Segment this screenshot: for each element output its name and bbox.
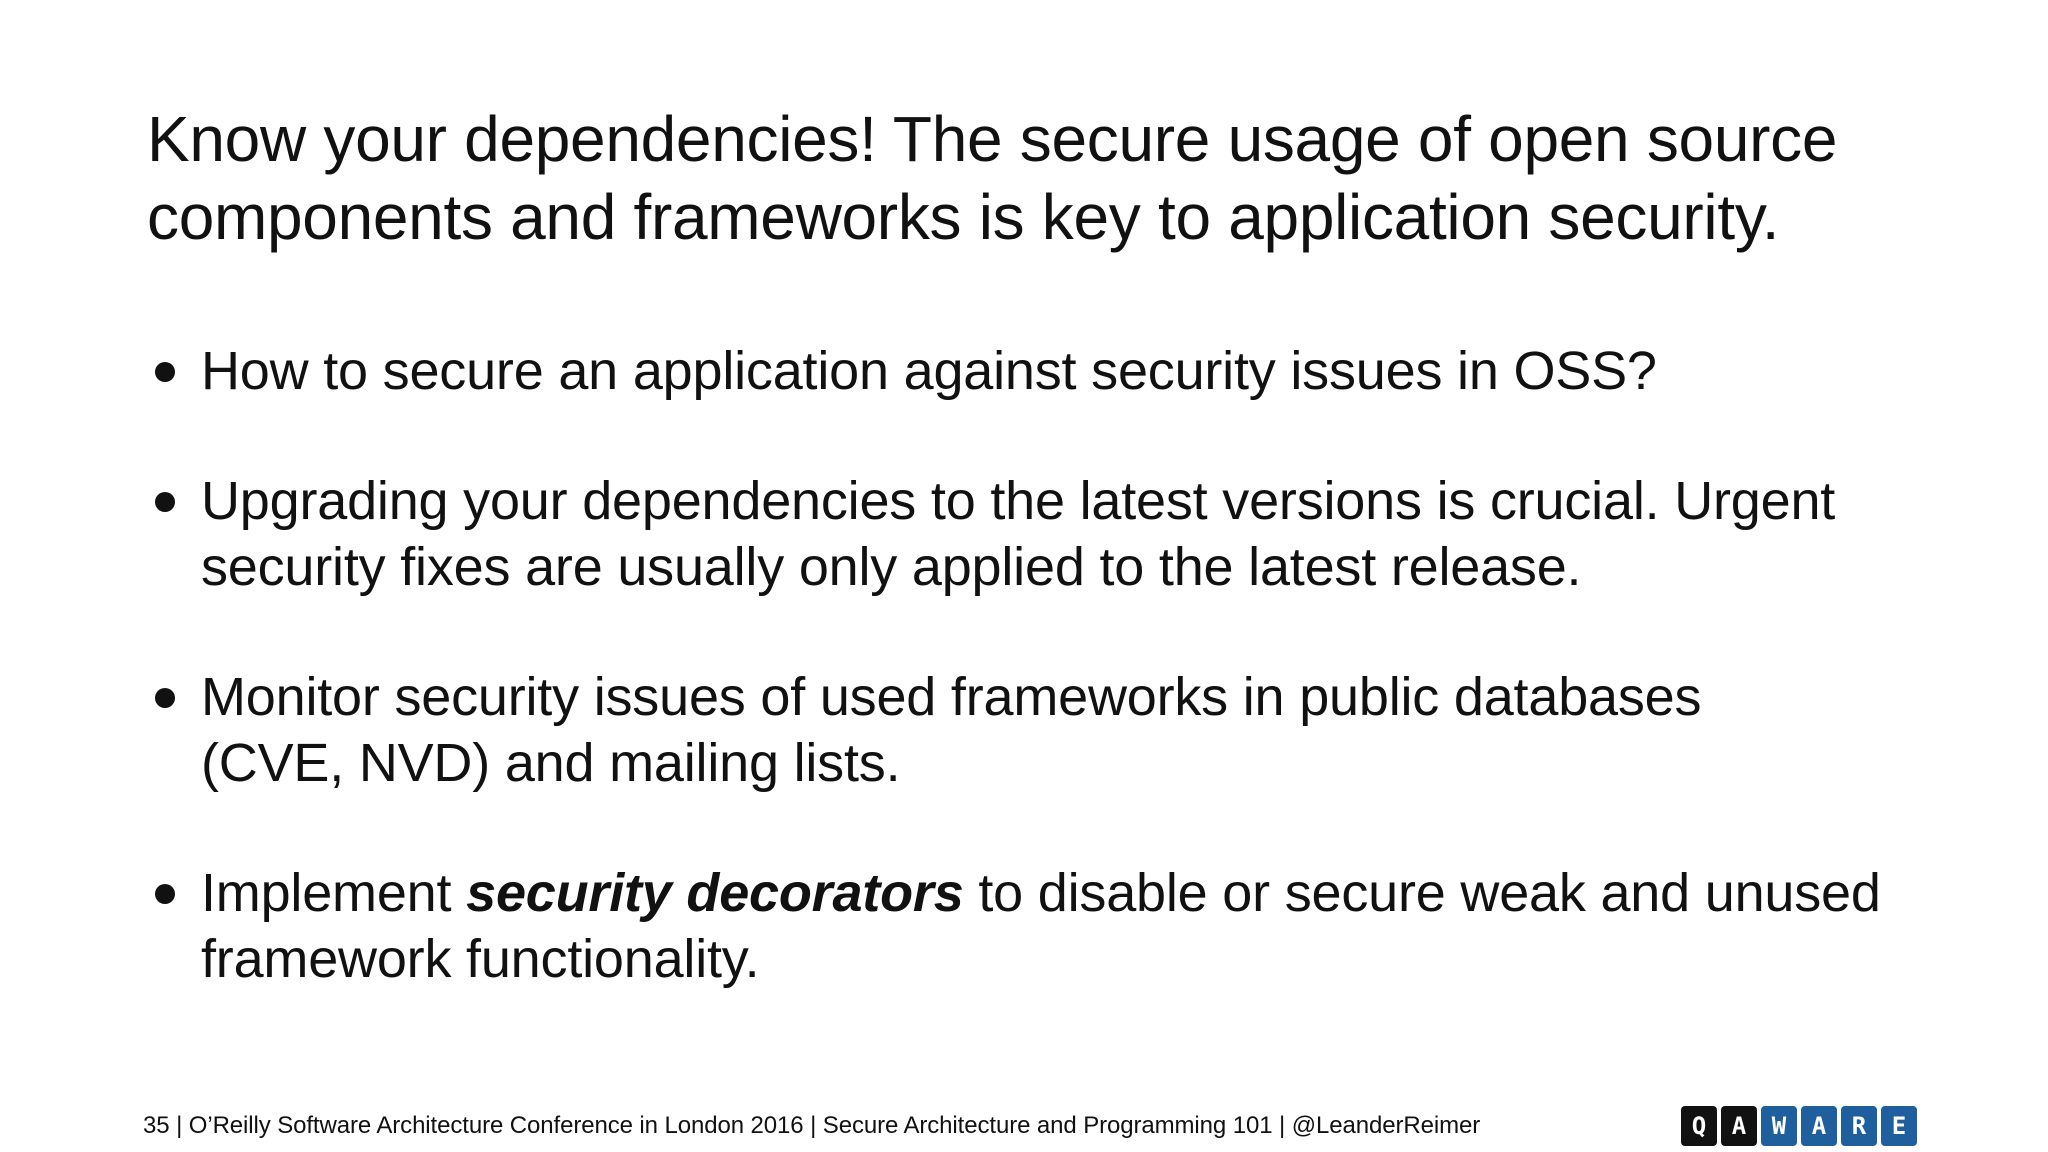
bullet-text: framework functionality. <box>201 929 760 989</box>
logo-tile: A <box>1721 1106 1757 1146</box>
bullet-item-4 <box>147 860 1967 992</box>
bullet-dot-icon <box>155 362 175 382</box>
slide-footer: 35 | O’Reilly Software Architecture Conference in London 2016 | Secure Architecture and Programming 101 | @LeanderReimer <box>143 1112 1481 1139</box>
bullet-text-emphasis: security decorators <box>466 863 964 923</box>
qaware-logo <box>1681 1106 1917 1146</box>
bullet-item-3 <box>147 664 1967 796</box>
slide-title <box>147 100 1947 256</box>
bullet-text-prefix: Implement <box>201 863 467 923</box>
bullet-text: Monitor security issues of used frameworks in public databases <box>201 667 1702 727</box>
logo-tile: W <box>1761 1106 1797 1146</box>
bullet-text-suffix: to disable or secure weak and unused <box>963 863 1881 923</box>
bullet-item-1 <box>147 338 1967 404</box>
bullet-dot-icon <box>155 688 175 708</box>
bullet-text: security fixes are usually only applied to the latest release. <box>201 537 1582 597</box>
logo-tile: E <box>1881 1106 1917 1146</box>
bullet-item-2 <box>147 468 1967 600</box>
logo-tile: A <box>1801 1106 1837 1146</box>
bullet-dot-icon <box>155 492 175 512</box>
bullet-text <box>201 860 1967 926</box>
bullet-text: (CVE, NVD) and mailing lists. <box>201 733 901 793</box>
slide-title-line-1: Know your dependencies! The secure usage of open source <box>147 103 1838 175</box>
bullet-dot-icon <box>155 884 175 904</box>
bullet-text: How to secure an application against security issues in OSS? <box>201 341 1657 401</box>
slide-title-line-2: components and frameworks is key to application security. <box>147 181 1780 253</box>
bullet-list <box>147 338 1967 992</box>
logo-tile: R <box>1841 1106 1877 1146</box>
bullet-text: Upgrading your dependencies to the latest versions is crucial. Urgent <box>201 471 1836 531</box>
logo-tile: Q <box>1681 1106 1717 1146</box>
